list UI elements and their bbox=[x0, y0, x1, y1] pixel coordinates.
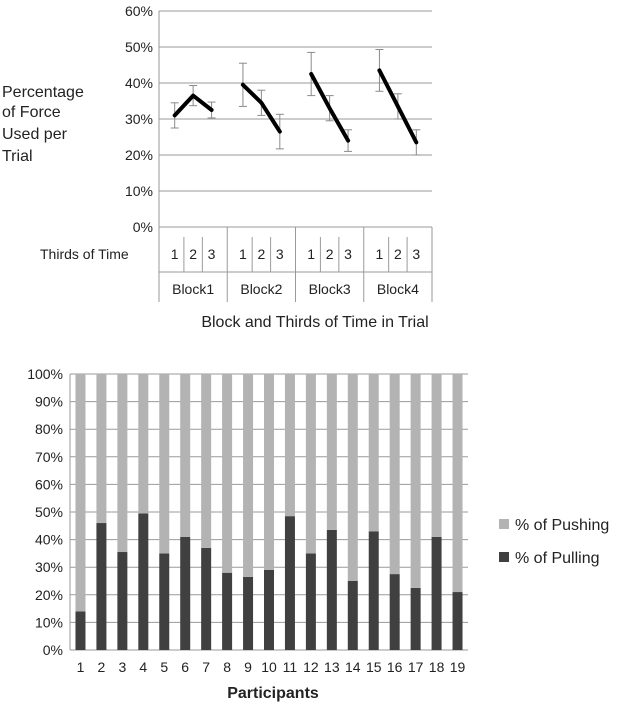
bar-pushing bbox=[222, 374, 232, 573]
bar-pushing bbox=[411, 374, 421, 588]
bar-chart-x-title: Participants bbox=[227, 685, 319, 702]
bar-chart-legend bbox=[499, 517, 609, 567]
bar-pushing bbox=[453, 374, 463, 592]
line-chart-third-label: 3 bbox=[207, 246, 216, 262]
bar-chart-x-tick-label: 4 bbox=[139, 659, 148, 675]
bar-chart-x-tick-label: 14 bbox=[345, 659, 361, 675]
bar-pulling bbox=[453, 592, 463, 650]
bar-pushing bbox=[243, 374, 253, 577]
line-chart-error-bars bbox=[171, 50, 421, 155]
line-chart-block-label: Block2 bbox=[240, 281, 283, 297]
line-chart-y-tick-label: 40% bbox=[124, 75, 153, 91]
legend-label-pulling: % of Pulling bbox=[515, 550, 600, 567]
line-chart-block-label: Block4 bbox=[376, 281, 419, 297]
bar-pushing bbox=[138, 374, 148, 513]
bar-pushing bbox=[369, 374, 379, 531]
line-chart-thirds-label: Thirds of Time bbox=[40, 246, 129, 262]
line-chart bbox=[2, 3, 432, 331]
bar-chart-x-tick-label: 9 bbox=[244, 659, 252, 675]
bar-pulling bbox=[369, 531, 379, 650]
bar-pulling bbox=[180, 537, 190, 650]
line-chart-block-label: Block3 bbox=[308, 281, 351, 297]
line-chart-third-label: 3 bbox=[344, 246, 352, 262]
bar-chart-x-tick-label: 15 bbox=[365, 659, 382, 675]
bar-pulling bbox=[264, 570, 274, 650]
line-chart-third-label: 2 bbox=[189, 246, 198, 262]
bar-chart-x-tick-label: 13 bbox=[324, 659, 340, 675]
line-chart-third-label: 3 bbox=[412, 246, 421, 262]
line-chart-third-label: 1 bbox=[170, 246, 179, 262]
line-chart-x-title: Block and Thirds of Time in Trial bbox=[201, 314, 429, 331]
bar-pulling bbox=[390, 574, 400, 650]
line-chart-third-label: 2 bbox=[393, 246, 402, 262]
bar-chart-x-tick-label: 7 bbox=[202, 659, 211, 675]
bar-chart-x-tick-label: 18 bbox=[428, 659, 445, 675]
legend-swatch-pulling bbox=[499, 552, 509, 562]
bar-pushing bbox=[390, 374, 400, 574]
bar-pulling bbox=[117, 552, 127, 650]
line-chart-third-label: 1 bbox=[307, 246, 316, 262]
line-chart-gridlines bbox=[159, 11, 432, 227]
line-chart-y-ticks bbox=[125, 3, 153, 235]
bar-pulling bbox=[222, 573, 232, 650]
bar-chart-x-tick-label: 17 bbox=[407, 659, 424, 675]
bar-pushing bbox=[327, 374, 337, 530]
legend-swatch-pushing bbox=[499, 519, 509, 529]
bar-chart-y-tick-label: 70% bbox=[34, 448, 63, 465]
bar-pushing bbox=[306, 374, 316, 553]
bar-pushing bbox=[96, 374, 106, 523]
bar-chart-x-tick-label: 12 bbox=[303, 659, 319, 675]
bar-pulling bbox=[285, 516, 295, 650]
line-chart-third-label: 1 bbox=[375, 246, 384, 262]
bar-chart-y-tick-label: 20% bbox=[34, 586, 63, 603]
bar-chart-y-tick-label: 0% bbox=[42, 642, 63, 658]
bar-pushing bbox=[75, 374, 85, 611]
line-chart-third-label: 3 bbox=[275, 246, 284, 262]
bar-chart-x-tick-label: 16 bbox=[386, 659, 403, 675]
bar-chart-y-tick-label: 30% bbox=[34, 559, 63, 576]
bar-chart-x-tick-label: 10 bbox=[261, 659, 277, 675]
bar-chart-x-tick-label: 8 bbox=[223, 659, 232, 675]
bar-pulling bbox=[201, 548, 211, 650]
bar-chart-x-tick-label: 5 bbox=[160, 659, 169, 675]
bar-pulling bbox=[96, 523, 106, 650]
bar-chart-y-ticks bbox=[27, 366, 63, 658]
line-chart-y-tick-label: 10% bbox=[124, 183, 153, 199]
bar-pushing bbox=[180, 374, 190, 537]
series-line-block-4 bbox=[379, 70, 416, 142]
stacked-bar-chart bbox=[27, 366, 609, 702]
bar-chart-y-tick-label: 100% bbox=[27, 366, 63, 382]
bar-chart-x-tick-label: 11 bbox=[282, 659, 298, 675]
bar-pulling bbox=[348, 581, 358, 650]
bar-pulling bbox=[75, 611, 85, 650]
bar-chart-x-tick-label: 19 bbox=[449, 659, 466, 675]
line-chart-y-tick-label: 0% bbox=[132, 219, 153, 235]
line-chart-block-label: Block1 bbox=[172, 281, 215, 297]
bar-pushing bbox=[432, 374, 442, 537]
line-chart-category-axis bbox=[159, 227, 432, 302]
bar-pulling bbox=[327, 530, 337, 650]
line-chart-y-label-line-4: Trial bbox=[2, 148, 33, 165]
bar-pushing bbox=[117, 374, 127, 552]
line-chart-y-label-line-1: Percentage bbox=[2, 84, 84, 101]
bar-pushing bbox=[285, 374, 295, 516]
line-chart-third-label: 1 bbox=[239, 246, 247, 262]
line-chart-y-tick-label: 50% bbox=[124, 39, 153, 55]
line-chart-third-label: 2 bbox=[257, 246, 266, 262]
bar-pushing bbox=[201, 374, 211, 548]
bar-chart-y-tick-label: 10% bbox=[34, 614, 63, 631]
bar-pulling bbox=[432, 537, 442, 650]
bar-chart-x-tick-label: 3 bbox=[118, 659, 127, 675]
line-chart-y-label-line-2: of Force bbox=[2, 104, 61, 121]
bar-pulling bbox=[306, 553, 316, 650]
bar-chart-x-tick-label: 2 bbox=[97, 659, 106, 675]
bar-pulling bbox=[138, 513, 148, 650]
legend-label-pushing: % of Pushing bbox=[515, 517, 610, 534]
line-chart-y-tick-label: 60% bbox=[124, 3, 153, 19]
bar-chart-y-tick-label: 50% bbox=[34, 504, 63, 520]
bar-pulling bbox=[243, 577, 253, 650]
bar-chart-x-tick-label: 1 bbox=[76, 659, 85, 675]
bar-pushing bbox=[159, 374, 169, 553]
bar-pushing bbox=[348, 374, 358, 581]
bar-chart-y-tick-label: 40% bbox=[34, 531, 63, 548]
bar-chart-x-ticks bbox=[77, 659, 466, 675]
bar-pushing bbox=[264, 374, 274, 570]
bar-pulling bbox=[411, 588, 421, 650]
series-line-block-3 bbox=[311, 74, 348, 141]
line-chart-third-label: 2 bbox=[325, 246, 334, 262]
bar-chart-y-tick-label: 60% bbox=[34, 476, 63, 493]
line-chart-y-tick-label: 20% bbox=[124, 147, 153, 163]
bar-chart-y-tick-label: 80% bbox=[34, 421, 63, 438]
line-chart-series-lines bbox=[175, 70, 417, 142]
line-chart-y-tick-label: 30% bbox=[124, 111, 153, 127]
bar-chart-x-tick-label: 6 bbox=[181, 659, 190, 675]
bar-pulling bbox=[159, 553, 169, 650]
bar-chart-y-tick-label: 90% bbox=[34, 393, 63, 410]
line-chart-y-label-line-3: Used per bbox=[2, 126, 67, 143]
